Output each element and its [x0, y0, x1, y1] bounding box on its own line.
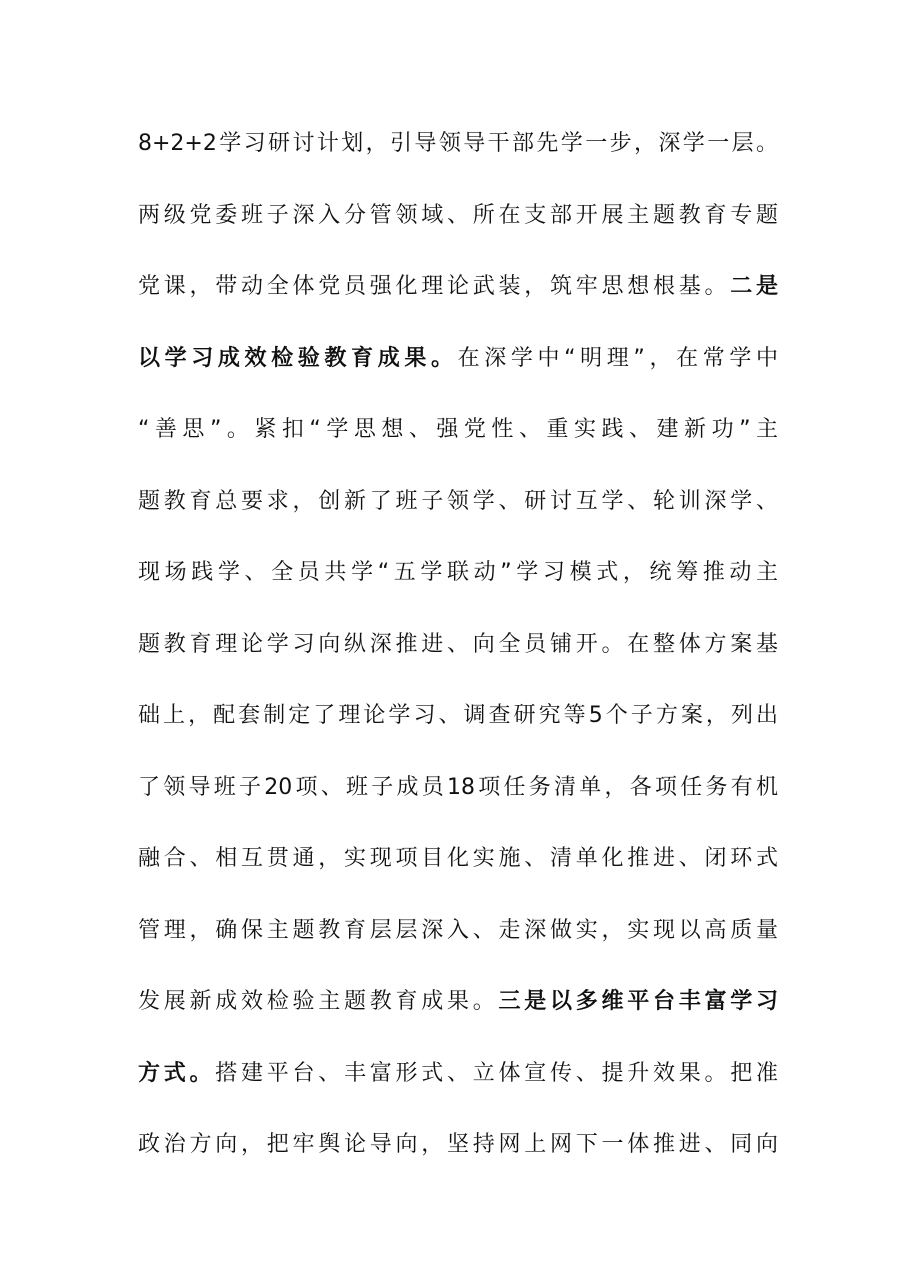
text-run: 政治方向，把牢舆论导向，坚持网上网下一体推进、同向 — [138, 1132, 778, 1157]
text-run: 础上，配套制定了理论学习、调查研究等5个子方案，列出 — [138, 703, 778, 728]
text-line — [138, 696, 778, 736]
text-run: 题教育总要求，创新了班子领学、研讨互学、轮训深学、 — [138, 489, 778, 514]
text-run: 题教育理论学习向纵深推进、向全员铺开。在整体方案基 — [138, 632, 778, 657]
text-run: 融合、相互贯通，实现项目化实施、清单化推进、闭环式 — [138, 846, 778, 871]
text-line — [138, 553, 778, 593]
text-run: 8+2+2学习研讨计划，引导领导干部先学一步，深学一层。 — [138, 131, 778, 156]
bold-heading-run: 方式。 — [138, 1061, 216, 1086]
text-run: “善思”。紧扣“学思想、强党性、重实践、建新功”主 — [138, 417, 778, 442]
text-line — [138, 1125, 778, 1165]
bold-heading-run: 三是以多维平台丰富学习 — [498, 989, 778, 1014]
text-line — [138, 839, 778, 879]
text-run: 管理，确保主题教育层层深入、走深做实，实现以高质量 — [138, 918, 778, 943]
text-line — [138, 1054, 778, 1094]
bold-heading-run: 以学习成效检验教育成果。 — [138, 346, 458, 371]
text-line — [138, 267, 778, 307]
text-line — [138, 196, 778, 236]
text-run: 在深学中“明理”，在常学中 — [457, 346, 778, 371]
text-line — [138, 625, 778, 665]
text-line — [138, 482, 778, 522]
text-line — [138, 982, 778, 1022]
text-run: 现场践学、全员共学“五学联动”学习模式，统筹推动主 — [138, 560, 778, 585]
bold-heading-run: 二是 — [730, 274, 778, 299]
text-line — [138, 339, 778, 379]
text-line — [138, 410, 778, 450]
text-run: 两级党委班子深入分管领域、所在支部开展主题教育专题 — [138, 203, 778, 228]
text-run: 党课，带动全体党员强化理论武装，筑牢思想根基。 — [138, 274, 731, 299]
text-line — [138, 911, 778, 951]
text-run: 搭建平台、丰富形式、立体宣传、提升效果。把准 — [215, 1061, 778, 1086]
text-run: 发展新成效检验主题教育成果。 — [138, 989, 499, 1014]
text-line — [138, 124, 778, 164]
text-line — [138, 768, 778, 808]
text-run: 了领导班子20项、班子成员18项任务清单，各项任务有机 — [138, 775, 778, 800]
